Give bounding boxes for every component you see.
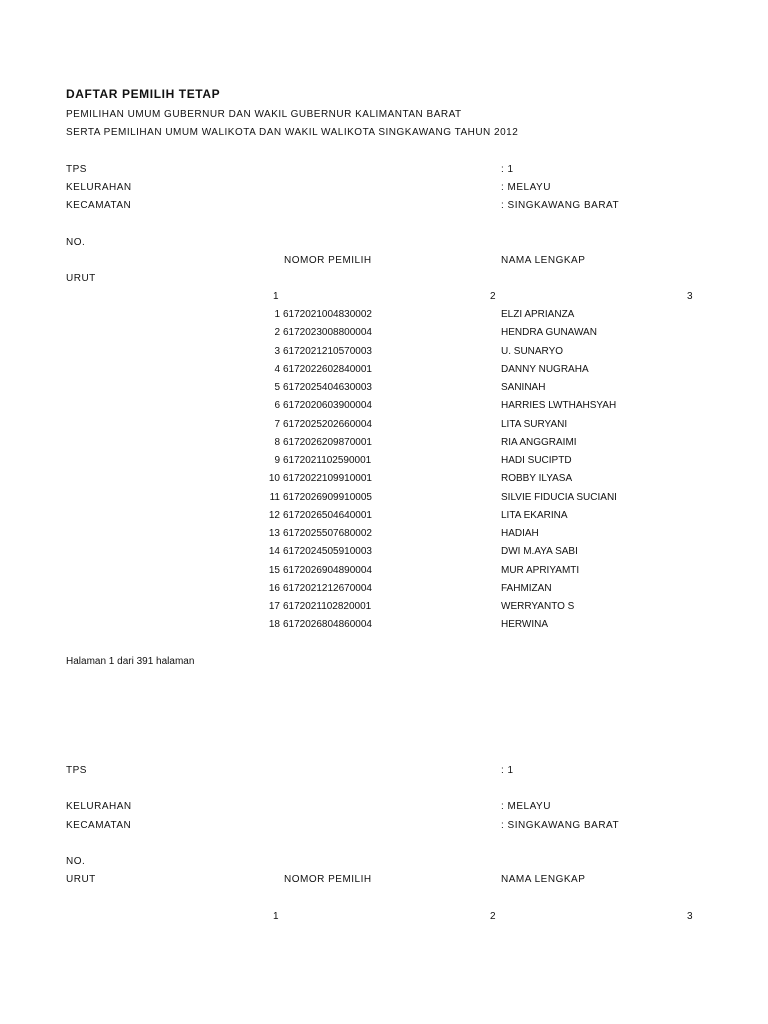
col-urut-label: URUT (66, 273, 96, 284)
tps-value: : 1 (501, 164, 514, 175)
row-nama-lengkap: LITA EKARINA (501, 510, 568, 521)
page2-col-index-1: 1 (273, 911, 279, 922)
row-nomor-pemilih: 6172026804860004 (283, 619, 372, 630)
kelurahan-value: : MELAYU (501, 182, 551, 193)
row-no: 18 (268, 619, 280, 630)
col-nama-label: NAMA LENGKAP (501, 255, 586, 266)
row-nama-lengkap: DWI M.AYA SABI (501, 546, 578, 557)
row-no: 6 (274, 400, 280, 411)
row-nama-lengkap: HERWINA (501, 619, 549, 630)
row-no: 16 (268, 583, 280, 594)
row-nomor-pemilih: 6172024505910003 (283, 546, 372, 557)
row-nama-lengkap: HARRIES LWTHAHSYAH (501, 400, 617, 411)
page2-tps-label: TPS (66, 765, 87, 776)
page2-col-index-3: 3 (687, 911, 693, 922)
row-nama-lengkap: DANNY NUGRAHA (501, 364, 589, 375)
row-nomor-pemilih: 6172026909910005 (283, 492, 372, 503)
page2-col-nomor-label: NOMOR PEMILIH (284, 874, 372, 885)
page2-col-urut-label: URUT (66, 874, 96, 885)
row-nama-lengkap: WERRYANTO S (501, 601, 575, 612)
row-nomor-pemilih: 6172022602840001 (283, 364, 372, 375)
row-no: 14 (268, 546, 280, 557)
row-nama-lengkap: LITA SURYANI (501, 419, 568, 430)
page2-kecamatan-label: KECAMATAN (66, 820, 132, 831)
row-nomor-pemilih: 6172025404630003 (283, 382, 372, 393)
row-no: 7 (274, 419, 280, 430)
row-nomor-pemilih: 6172021210570003 (283, 346, 372, 357)
row-no: 11 (269, 492, 280, 503)
row-nama-lengkap: HENDRA GUNAWAN (501, 327, 597, 338)
row-nama-lengkap: ROBBY ILYASA (501, 473, 573, 484)
row-nama-lengkap: MUR APRIYAMTI (501, 565, 580, 576)
row-nomor-pemilih: 6172026209870001 (283, 437, 372, 448)
row-nama-lengkap: HADIAH (501, 528, 539, 539)
row-nomor-pemilih: 6172021212670004 (283, 583, 372, 594)
row-nomor-pemilih: 6172023008800004 (283, 327, 372, 338)
row-nomor-pemilih: 6172022109910001 (283, 473, 372, 484)
kecamatan-value: : SINGKAWANG BARAT (501, 200, 620, 211)
kecamatan-label: KECAMATAN (66, 200, 132, 211)
row-nomor-pemilih: 6172021102820001 (283, 601, 372, 612)
page2-kecamatan-value: : SINGKAWANG BARAT (501, 820, 620, 831)
row-nama-lengkap: RIA ANGGRAIMI (501, 437, 577, 448)
page-info: Halaman 1 dari 391 halaman (66, 656, 195, 667)
row-no: 2 (274, 327, 280, 338)
row-nomor-pemilih: 6172025507680002 (283, 528, 372, 539)
row-no: 13 (268, 528, 280, 539)
col-index-2: 2 (490, 291, 496, 302)
page2-kelurahan-value: : MELAYU (501, 801, 551, 812)
row-nomor-pemilih: 6172026904890004 (283, 565, 372, 576)
row-nomor-pemilih: 6172020603900004 (283, 400, 372, 411)
row-nomor-pemilih: 6172021102590001 (283, 455, 372, 466)
col-index-1: 1 (273, 291, 279, 302)
row-nomor-pemilih: 6172026504640001 (283, 510, 372, 521)
row-nama-lengkap: SANINAH (501, 382, 546, 393)
document-subtitle-2: SERTA PEMILIHAN UMUM WALIKOTA DAN WAKIL WALIKOTA SINGKAWANG TAHUN 2012 (66, 127, 519, 138)
row-no: 5 (274, 382, 280, 393)
row-no: 4 (274, 364, 280, 375)
page2-col-index-2: 2 (490, 911, 496, 922)
col-index-3: 3 (687, 291, 693, 302)
row-nama-lengkap: SILVIE FIDUCIA SUCIANI (501, 492, 617, 503)
row-no: 1 (274, 309, 280, 320)
row-nama-lengkap: HADI SUCIPTD (501, 455, 572, 466)
row-nama-lengkap: U. SUNARYO (501, 346, 564, 357)
row-no: 12 (268, 510, 280, 521)
page2-kelurahan-label: KELURAHAN (66, 801, 132, 812)
row-nomor-pemilih: 6172021004830002 (283, 309, 372, 320)
col-nomor-label: NOMOR PEMILIH (284, 255, 372, 266)
row-nomor-pemilih: 6172025202660004 (283, 419, 372, 430)
document-title: DAFTAR PEMILIH TETAP (66, 87, 221, 101)
document-subtitle-1: PEMILIHAN UMUM GUBERNUR DAN WAKIL GUBERNUR KALIMANTAN BARAT (66, 109, 462, 120)
col-no-label: NO. (66, 237, 86, 248)
row-no: 9 (274, 455, 280, 466)
row-no: 8 (274, 437, 280, 448)
page2-col-no-label: NO. (66, 856, 86, 867)
row-no: 17 (268, 601, 280, 612)
kelurahan-label: KELURAHAN (66, 182, 132, 193)
page2-col-nama-label: NAMA LENGKAP (501, 874, 586, 885)
row-nama-lengkap: ELZI APRIANZA (501, 309, 575, 320)
tps-label: TPS (66, 164, 87, 175)
row-no: 15 (268, 565, 280, 576)
row-no: 3 (274, 346, 280, 357)
row-no: 10 (268, 473, 280, 484)
row-nama-lengkap: FAHMIZAN (501, 583, 552, 594)
page2-tps-value: : 1 (501, 765, 514, 776)
